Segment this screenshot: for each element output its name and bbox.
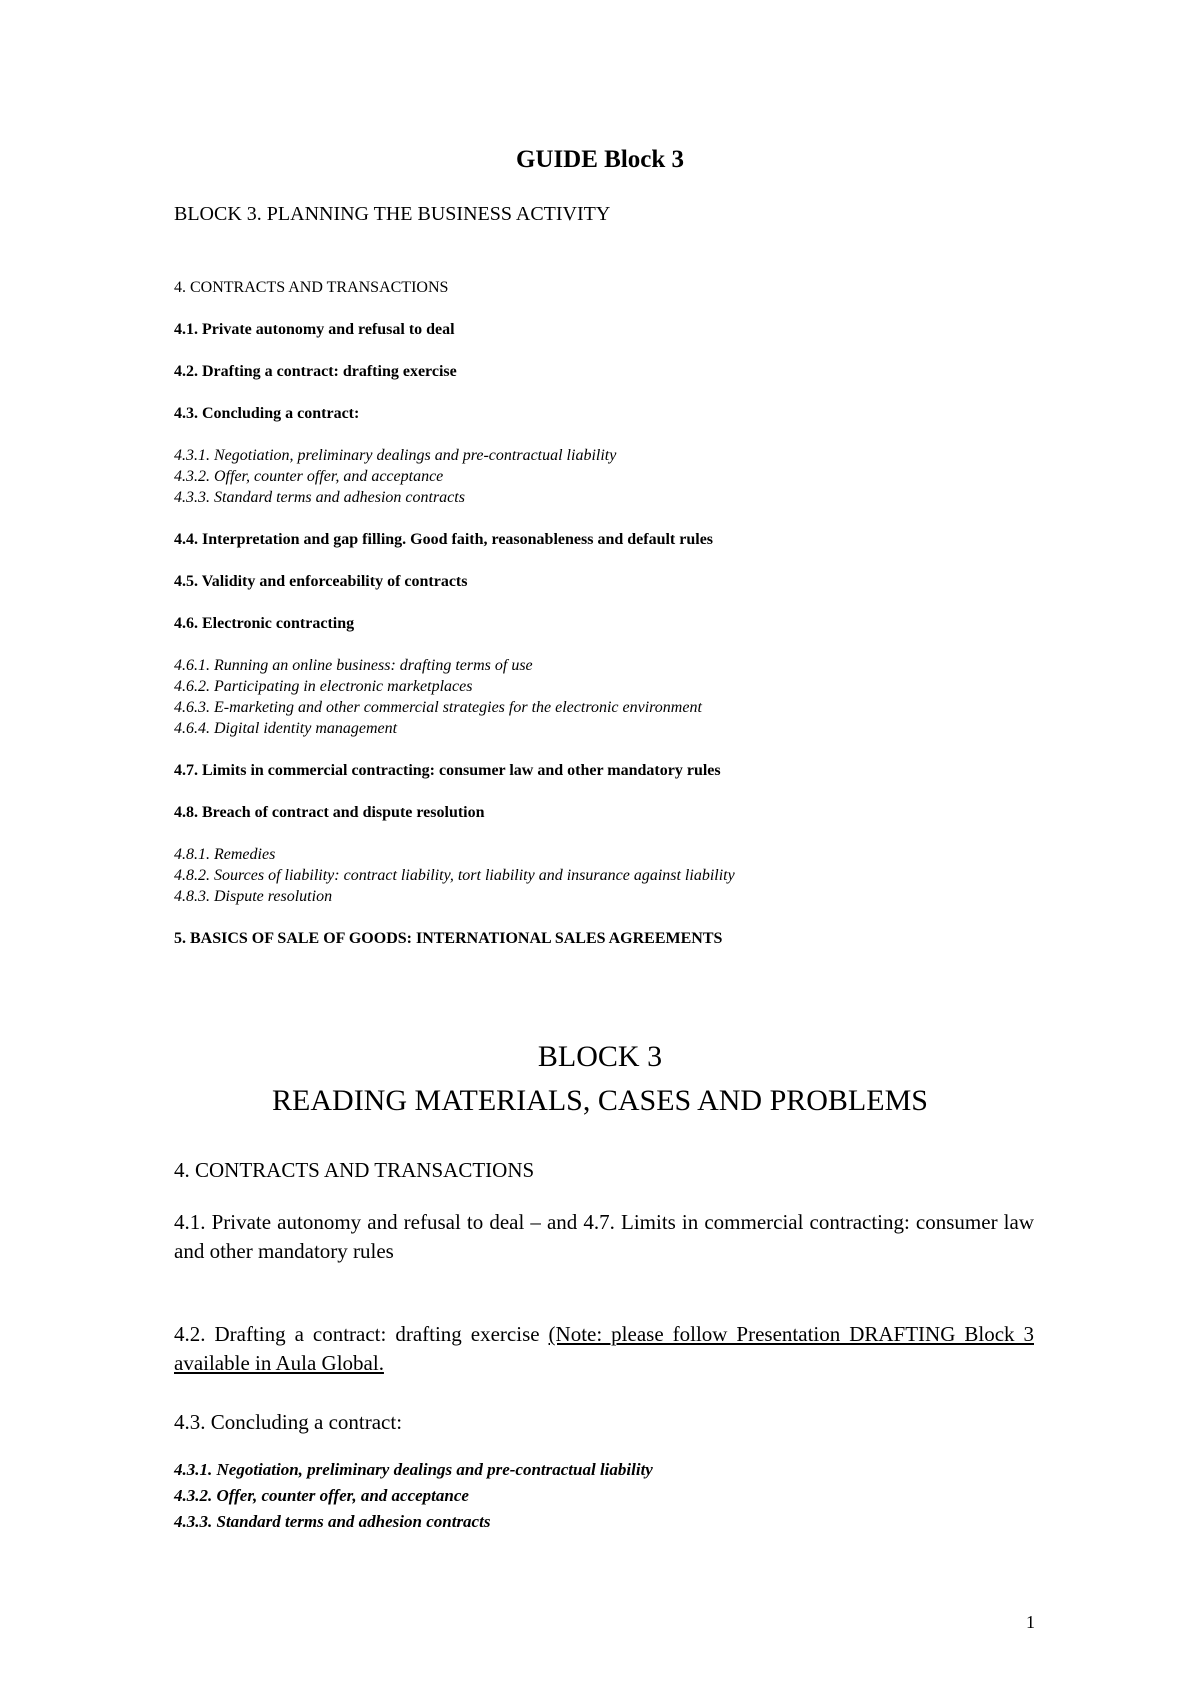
guide-item-4-2: 4.2. Drafting a contract: drafting exercise: [174, 363, 457, 380]
guide-item-4-8-1: 4.8.1. Remedies: [174, 846, 276, 863]
guide-section-4: 4. CONTRACTS AND TRANSACTIONS: [174, 279, 449, 296]
guide-item-4-1: 4.1. Private autonomy and refusal to deal: [174, 321, 455, 338]
reading-paragraph-4-2: [174, 1320, 1034, 1378]
reading-heading-line1: BLOCK 3: [537, 1040, 663, 1073]
reading-section-4: 4. CONTRACTS AND TRANSACTIONS: [174, 1158, 535, 1182]
guide-item-4-6-2: 4.6.2. Participating in electronic marketplaces: [174, 678, 473, 695]
reading-item-4-3: 4.3. Concluding a contract:: [174, 1410, 403, 1434]
guide-item-4-7: 4.7. Limits in commercial contracting: consumer law and other mandatory rules: [174, 762, 721, 779]
guide-item-4-3-1: 4.3.1. Negotiation, preliminary dealings and pre-contractual liability: [174, 447, 617, 464]
guide-title: GUIDE Block 3: [515, 146, 685, 173]
reading-item-4-3-2: 4.3.2. Offer, counter offer, and acceptance: [174, 1486, 469, 1505]
guide-item-4-8: 4.8. Breach of contract and dispute resolution: [174, 804, 485, 821]
drafting-note: (Note: please follow Presentation DRAFTING Block 3 available in Aula Global.: [174, 1322, 1034, 1375]
block-heading: BLOCK 3. PLANNING THE BUSINESS ACTIVITY: [174, 203, 611, 225]
reading-item-4-3-1: 4.3.1. Negotiation, preliminary dealings and pre-contractual liability: [174, 1460, 653, 1479]
guide-item-4-6-1: 4.6.1. Running an online business: drafting terms of use: [174, 657, 533, 674]
guide-item-4-6: 4.6. Electronic contracting: [174, 615, 355, 632]
guide-item-4-3: 4.3. Concluding a contract:: [174, 405, 360, 422]
guide-item-4-4: 4.4. Interpretation and gap filling. Good faith, reasonableness and default rules: [174, 531, 714, 548]
reading-heading-line2: READING MATERIALS, CASES AND PROBLEMS: [272, 1084, 928, 1117]
guide-item-4-5: 4.5. Validity and enforceability of contracts: [174, 573, 468, 590]
guide-item-4-8-2: 4.8.2. Sources of liability: contract liability, tort liability and insurance against liability: [174, 867, 735, 884]
reading-paragraph-4-2-label: 4.2. Drafting a contract: drafting exercise: [174, 1322, 549, 1346]
page-number: 1: [1026, 1612, 1035, 1632]
guide-item-4-3-2: 4.3.2. Offer, counter offer, and acceptance: [174, 468, 444, 485]
guide-item-4-8-3: 4.8.3. Dispute resolution: [174, 888, 333, 905]
guide-item-4-6-4: 4.6.4. Digital identity management: [174, 720, 398, 737]
guide-item-5: 5. BASICS OF SALE OF GOODS: INTERNATIONAL SALES AGREEMENTS: [174, 930, 723, 947]
guide-item-4-6-3: 4.6.3. E-marketing and other commercial strategies for the electronic environment: [174, 699, 702, 716]
reading-item-4-3-3: 4.3.3. Standard terms and adhesion contracts: [174, 1512, 491, 1531]
reading-paragraph-4-1: 4.1. Private autonomy and refusal to deal – and 4.7. Limits in commercial contracting: consumer law and other mandatory rules: [174, 1210, 1034, 1263]
guide-item-4-3-3: 4.3.3. Standard terms and adhesion contracts: [174, 489, 465, 506]
